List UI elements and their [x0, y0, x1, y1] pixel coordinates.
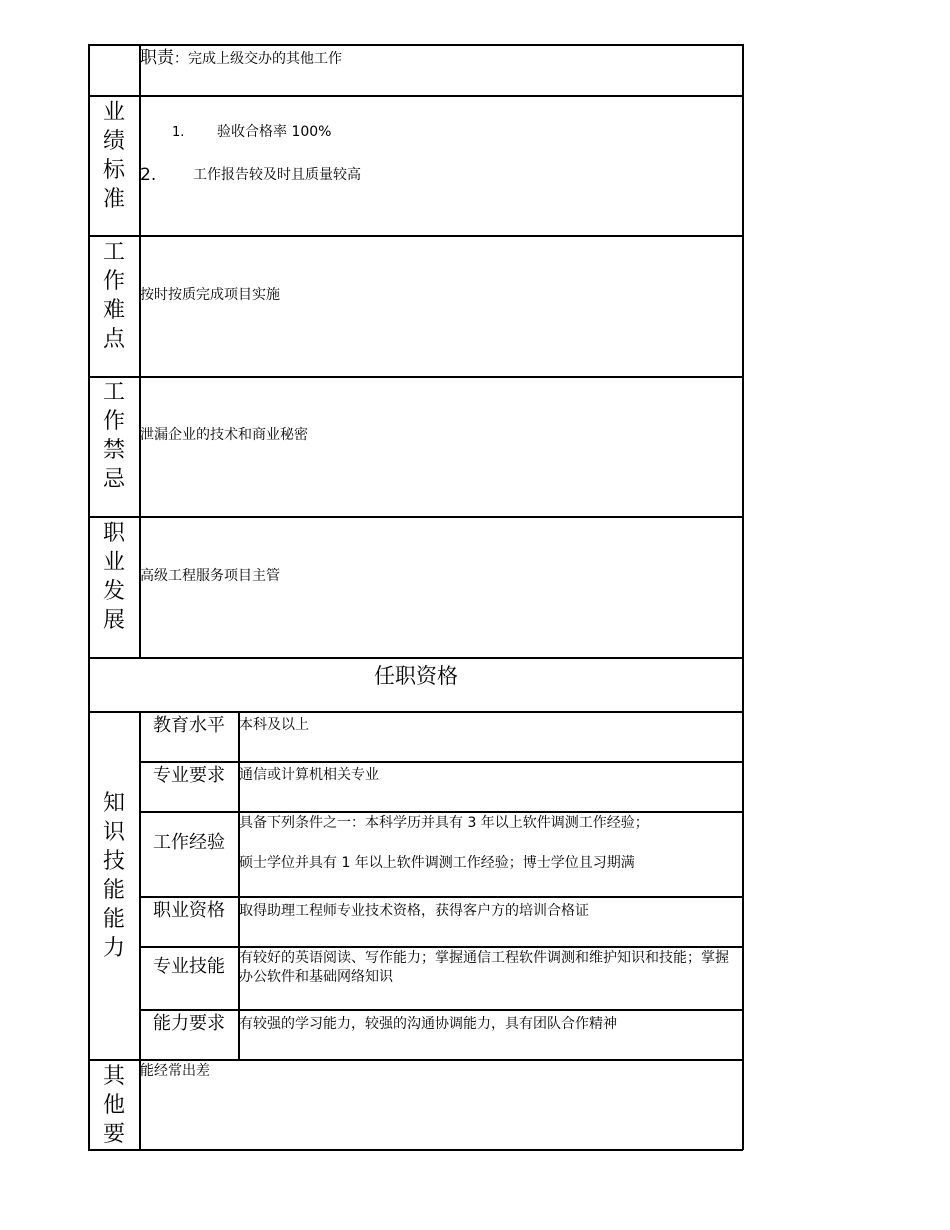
row-divider [88, 657, 743, 659]
performance-item1-number: 1. [172, 125, 185, 140]
row-divider [88, 516, 743, 518]
label-char: 技 [102, 849, 125, 874]
label-char: 工 [102, 240, 125, 265]
skills-text: 有较好的英语阅读、写作能力；掌握通信工程软件调测和维护知识和技能；掌握办公软件和基础网络知识 [239, 950, 729, 985]
label-char: 识 [102, 820, 125, 845]
ability-text: 有较强的学习能力，较强的沟通协调能力，具有团队合作精神 [239, 1016, 617, 1032]
label-char: 他 [102, 1093, 125, 1118]
other-requirements-label [89, 1062, 139, 1149]
experience-label: 工作经验 [153, 832, 225, 853]
row-divider [88, 235, 743, 237]
experience-line1: 具备下列条件之一：本科学历并具有 3 年以上软件调测工作经验； [239, 815, 649, 831]
label-char: 发 [102, 579, 125, 604]
label-char: 其 [102, 1064, 125, 1089]
skills-label: 专业技能 [153, 956, 225, 977]
label-char: 点 [102, 327, 125, 352]
row-divider [88, 95, 743, 97]
label-char: 绩 [102, 129, 125, 154]
row-divider [139, 761, 743, 763]
label-char: 作 [102, 269, 125, 294]
label-char: 作 [102, 409, 125, 434]
label-char: 标 [102, 158, 125, 183]
label-char: 业 [102, 550, 125, 575]
table-border-top [88, 44, 743, 46]
ability-label: 能力要求 [153, 1013, 225, 1034]
knowledge-skills-label [89, 789, 139, 963]
difficulty-label [89, 238, 139, 354]
row-divider [88, 1059, 743, 1061]
row-divider [88, 711, 743, 713]
major-label: 专业要求 [153, 765, 225, 786]
table-border-right [742, 44, 744, 1150]
career-label [89, 519, 139, 635]
major-text: 通信或计算机相关专业 [239, 767, 379, 783]
taboo-text: 泄漏企业的技术和商业秘密 [140, 427, 308, 443]
label-char: 展 [102, 608, 125, 633]
career-text: 高级工程服务项目主管 [140, 568, 280, 584]
label-char: 能 [102, 907, 125, 932]
row-divider [139, 1009, 743, 1011]
label-char: 业 [102, 100, 125, 125]
duty-label: 职责 [140, 48, 174, 68]
qualification-title: 任职资格 [374, 664, 458, 688]
performance-item2-text: 工作报告较及时且质量较高 [193, 167, 361, 183]
performance-label [89, 98, 139, 214]
taboo-label [89, 378, 139, 494]
education-label: 教育水平 [153, 715, 225, 736]
other-requirements-text: 能经常出差 [140, 1063, 210, 1079]
duty-text: ：完成上级交办的其他工作 [174, 51, 342, 67]
column-divider [238, 711, 240, 1060]
difficulty-text: 按时按质完成项目实施 [140, 287, 280, 303]
performance-item1-text: 验收合格率 100% [217, 124, 332, 140]
certification-label: 职业资格 [153, 900, 225, 921]
label-char: 禁 [102, 438, 125, 463]
label-char: 要 [102, 1122, 125, 1147]
row-divider [139, 896, 743, 898]
label-char: 难 [102, 298, 125, 323]
column-divider [139, 44, 141, 658]
label-char: 工 [102, 380, 125, 405]
row-divider [139, 946, 743, 948]
performance-item2-number: 2. [140, 165, 157, 185]
row-divider [139, 811, 743, 813]
label-char: 能 [102, 878, 125, 903]
label-char: 忌 [102, 467, 125, 492]
row-divider [88, 376, 743, 378]
label-char: 职 [102, 521, 125, 546]
label-char: 知 [102, 791, 125, 816]
education-text: 本科及以上 [239, 717, 309, 733]
experience-line2: 硕士学位并具有 1 年以上软件调测工作经验；博士学位且习期满 [239, 855, 635, 871]
duty-cell [140, 49, 342, 69]
table-border-bottom [88, 1149, 743, 1151]
label-char: 力 [102, 936, 125, 961]
label-char: 准 [102, 187, 125, 212]
certification-text: 取得助理工程师专业技术资格，获得客户方的培训合格证 [239, 903, 589, 919]
